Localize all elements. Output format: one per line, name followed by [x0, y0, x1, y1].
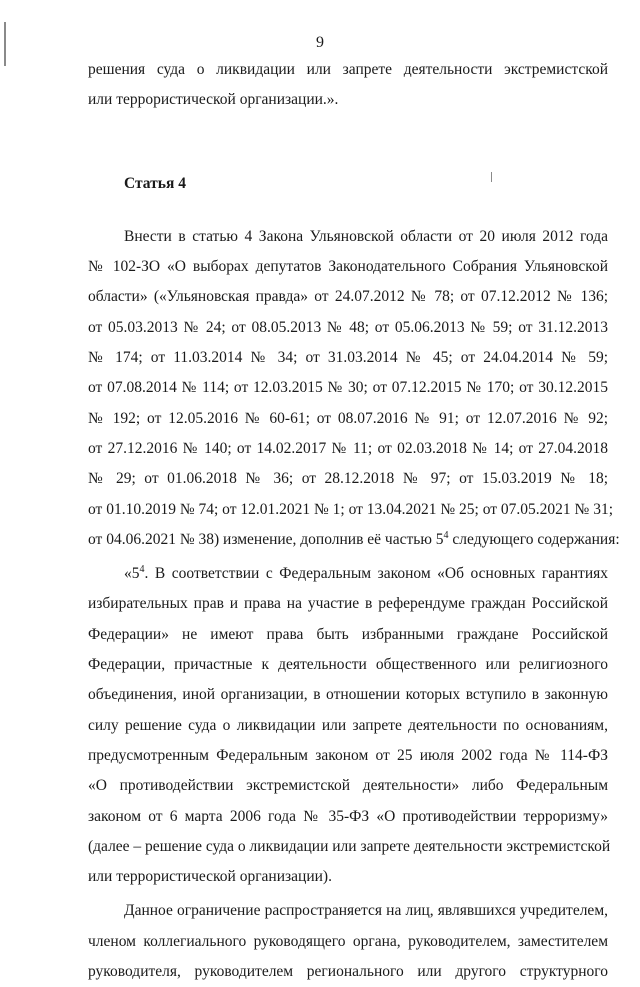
restriction-line: Данное ограничение распространяется на лиц, являвшихся учредителем, [124, 902, 608, 920]
restriction-line: руководителя, руководителем регионального или другого структурного [88, 963, 608, 981]
amendment-intro-paragraph [88, 222, 620, 555]
continuation-line-2: или террористической организации.». [88, 91, 339, 109]
intro-last-line: от 04.06.2021 № 38) изменение, дополнив её частью $5^4$ следующего содержания: [88, 529, 620, 548]
quote-line: предусмотренным Федеральным законом от 25 июля 2002 года № 114-ФЗ [88, 746, 608, 764]
quote-line: или террористической организации). [88, 868, 332, 886]
intro-line: № 174; от 11.03.2014 № 34; от 31.03.2014 № 45; от 24.04.2014 № 59; [88, 349, 608, 367]
intro-line: № 29; от 01.06.2018 № 36; от 28.12.2018 № 97; от 15.03.2019 № 18; [88, 470, 608, 488]
article-heading: Статья 4 [124, 174, 186, 192]
document-body [88, 55, 620, 987]
quote-line: «О противодействии экстремистской деятельности» либо Федеральным [88, 777, 608, 795]
quote-line: законом от 6 марта 2006 года № 35-ФЗ «О противодействии терроризму» [88, 807, 608, 825]
intro-line: № 102-ЗО «О выборах депутатов Законодательного Собрания Ульяновской [88, 258, 608, 276]
quote-line: силу решение суда о ликвидации или запрете деятельности по основаниям, [88, 716, 608, 734]
intro-line: области» («Ульяновская правда» от 24.07.2012 № 78; от 07.12.2012 № 136; [88, 288, 608, 306]
intro-line: № 192; от 12.05.2016 № 60-61; от 08.07.2016 № 91; от 12.07.2016 № 92; [88, 409, 608, 427]
continuation-line-1: решения суда о ликвидации или запрете деятельности экстремистской [88, 61, 608, 78]
quote-line: Федерации» не имеют права быть избранными граждане Российской [88, 625, 608, 643]
intro-line: от 07.08.2014 № 114; от 12.03.2015 № 30; от 07.12.2015 № 170; от 30.12.2015 [88, 379, 608, 397]
quote-line: (далее – решение суда о ликвидации или запрете деятельности экстремистской [88, 837, 611, 855]
quoted-new-part-paragraph [88, 559, 611, 892]
intro-line: от 01.10.2019 № 74; от 12.01.2021 № 1; от 13.04.2021 № 25; от 07.05.2021 № 31; [88, 500, 614, 518]
restriction-line: членом коллегиального руководящего органа, руководителем, заместителем [88, 932, 608, 950]
quote-line: избирательных прав и права на участие в референдуме граждан Российской [88, 595, 608, 613]
page-number: 9 [316, 34, 324, 51]
quote-line: Федерации, причастные к деятельности общественного или религиозного [88, 656, 608, 674]
intro-line: от 05.03.2013 № 24; от 08.05.2013 № 48; от 05.06.2013 № 59; от 31.12.2013 [88, 318, 608, 336]
restriction-paragraph [88, 896, 608, 987]
quote-line: объединения, иной организации, в отношении которых вступило в законную [88, 686, 608, 704]
intro-line: от 27.12.2016 № 140; от 14.02.2017 № 11; от 02.03.2018 № 14; от 27.04.2018 [88, 439, 608, 457]
intro-line: Внести в статью 4 Закона Ульяновской области от 20 июля 2012 года [124, 227, 608, 245]
quote-first-line: «$5^4$. В соответствии с Федеральным законом «Об основных гарантиях [124, 564, 608, 583]
